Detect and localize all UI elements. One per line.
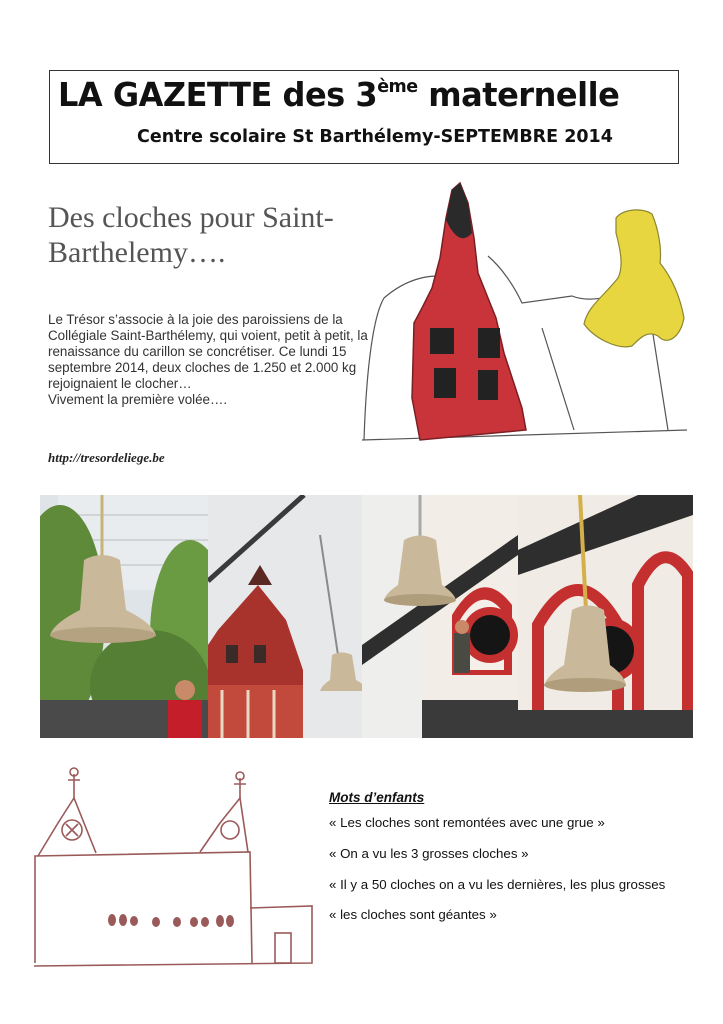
red-church-drawing xyxy=(412,183,526,440)
gazette-subtitle: Centre scolaire St Barthélemy-SEPTEMBRE 2014 xyxy=(137,127,613,147)
photo-bell-arch xyxy=(518,495,693,738)
article-title: Des cloches pour Saint-Barthelemy…. xyxy=(48,201,334,269)
child-drawing-church-outline xyxy=(30,768,315,968)
quotes-heading: Mots d’enfants xyxy=(329,790,425,805)
yellow-bell-drawing xyxy=(584,210,684,347)
quote-item: « Il y a 50 cloches on a vu les dernières, les plus grosses xyxy=(329,877,666,892)
article-paragraph: Le Trésor s’associe à la joie des paroissiens de la Collégiale Saint-Barthélemy, qui voient, petit à petit, la renaissance du carillon se concrétiser. Ce lundi 15 septembre 2014, deux cloches de 1.250 et 2.000 kg rejoignaient le clocher… xyxy=(48,312,368,391)
photo-bell-window-worker xyxy=(362,495,518,738)
header-box xyxy=(49,70,679,164)
photo-crane-tower xyxy=(208,495,362,738)
church-window-marks xyxy=(108,914,234,927)
child-drawing-church-bell xyxy=(362,178,692,450)
article-body xyxy=(48,312,368,408)
quote-item: « Les cloches sont remontées avec une grue » xyxy=(329,815,605,830)
quote-item: « les cloches sont géantes » xyxy=(329,907,497,922)
gazette-title: LA GAZETTE des 3ème maternelle xyxy=(58,75,620,114)
article-link[interactable]: http://tresordeliege.be xyxy=(48,450,165,465)
photo-bell-trees xyxy=(40,495,208,738)
article-paragraph: Vivement la première volée…. xyxy=(48,392,228,407)
quote-item: « On a vu les 3 grosses cloches » xyxy=(329,846,529,861)
